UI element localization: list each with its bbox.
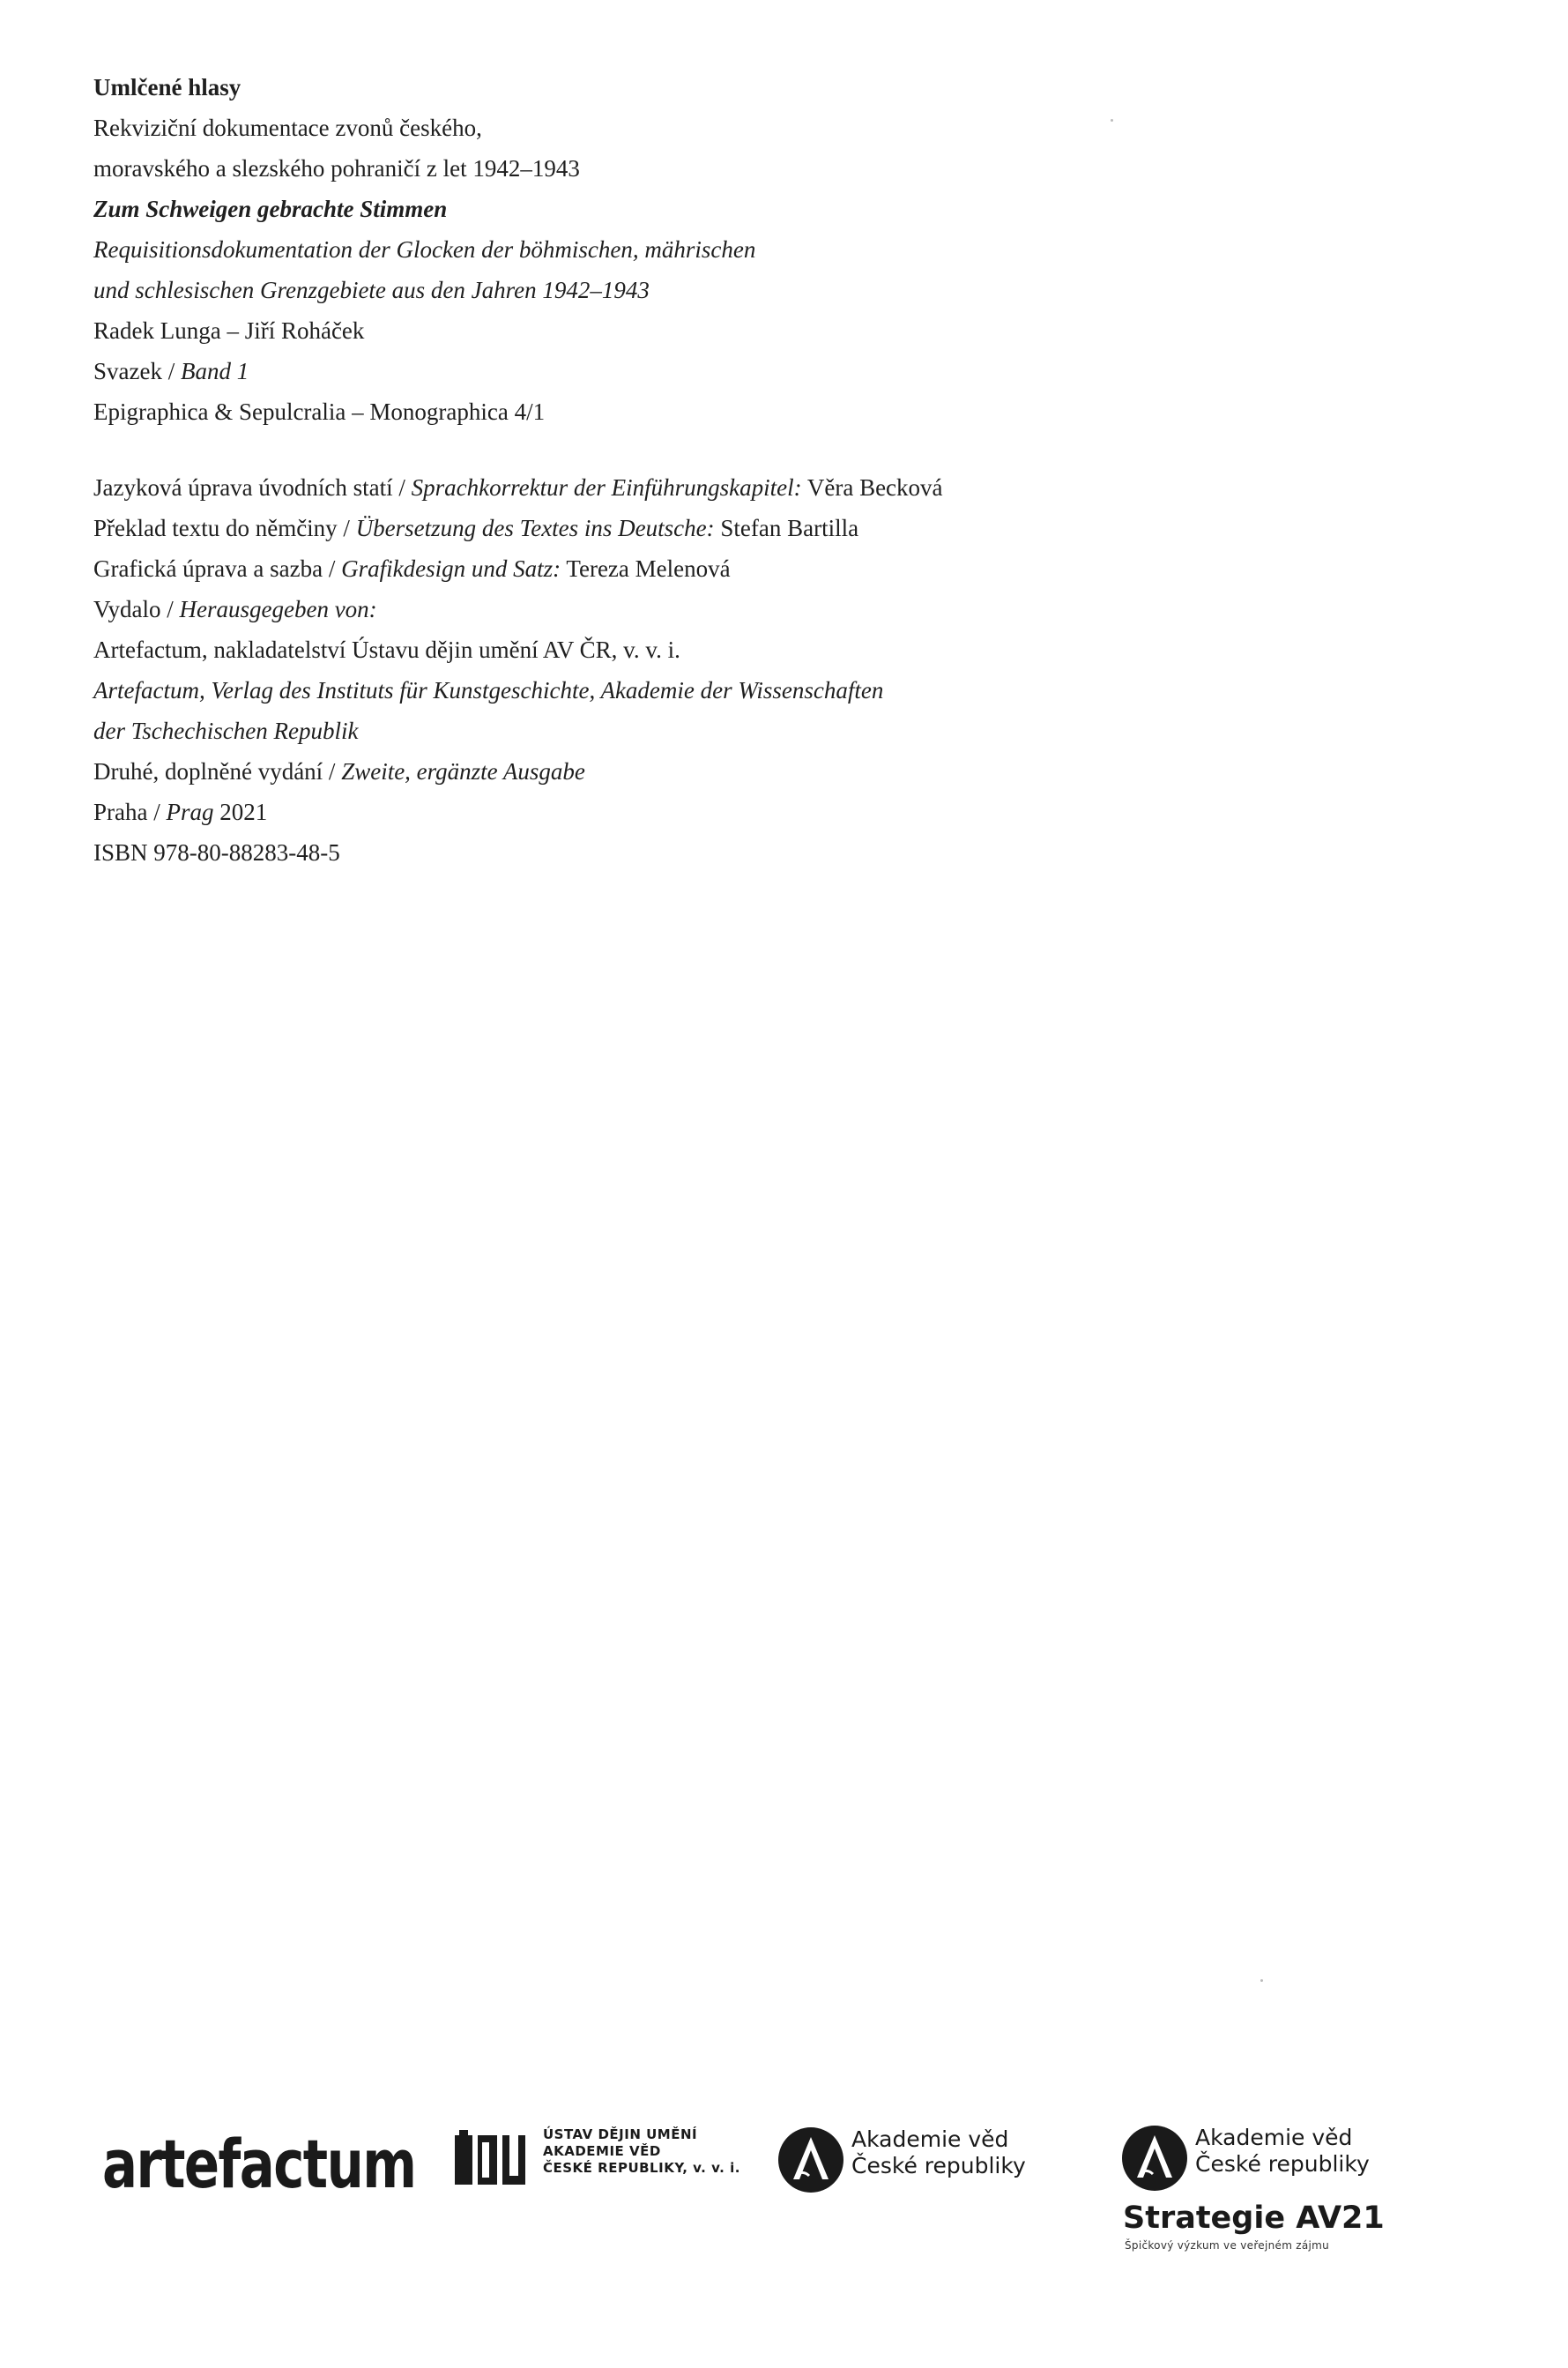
credit-design (93, 548, 1239, 589)
title-block (93, 67, 1151, 432)
akademie-ved-mark-icon (777, 2126, 844, 2193)
authors: Radek Lunga – Jiří Roháček (93, 317, 365, 344)
udu-line-2: AKADEMIE VĚD (543, 2143, 661, 2159)
logo-strip (0, 2098, 1568, 2275)
paper-speck (1111, 119, 1113, 122)
credit-design-name: Tereza Melenová (561, 555, 731, 582)
edition-cs: Druhé, doplněné vydání / (93, 758, 342, 785)
subtitle-de-1: Requisitionsdokumentation der Glocken der böhmischen, mährischen (93, 236, 756, 263)
strategie-av-line-1: Akademie věd (1195, 2125, 1353, 2150)
credit-translation-de: Übersetzung des Textes ins Deutsche: (355, 515, 715, 541)
publisher-name-cs: Artefactum, nakladatelství Ústavu dějin umění AV ČR, v. v. i. (93, 637, 680, 663)
credit-translation-name: Stefan Bartilla (714, 515, 859, 541)
title-cs: Umlčené hlasy (93, 74, 242, 101)
credit-language-cs: Jazyková úprava úvodních statí / (93, 474, 412, 501)
title-de: Zum Schweigen gebrachte Stimmen (93, 196, 448, 222)
credit-design-de: Grafikdesign und Satz: (341, 555, 561, 582)
place-de: Prag (166, 799, 214, 825)
udu-mark-icon (455, 2130, 525, 2185)
strategie-av-text (1195, 2125, 1370, 2178)
udu-line-1: ÚSTAV DĚJIN UMĚNÍ (543, 2126, 698, 2142)
credit-publisher-de: Herausgegeben von: (179, 596, 377, 622)
credit-design-cs: Grafická úprava a sazba / (93, 555, 342, 582)
isbn: ISBN 978-80-88283-48-5 (93, 839, 340, 866)
volume-de: Band 1 (180, 358, 249, 384)
credit-language-name: Věra Becková (801, 474, 943, 501)
credit-translation-cs: Překlad textu do němčiny / (93, 515, 356, 541)
akademie-ved-text (851, 2126, 1026, 2179)
paper-speck (1260, 1979, 1263, 1982)
publisher-name-de-2: der Tschechischen Republik (93, 718, 359, 744)
artefactum-logo: artefactum (102, 2125, 416, 2203)
strategie-av-line-2: České republiky (1195, 2151, 1370, 2177)
edition-de: Zweite, ergänzte Ausgabe (341, 758, 585, 785)
volume-cs: Svazek / (93, 358, 181, 384)
strategie-title: Strategie AV21 (1123, 2200, 1385, 2236)
credit-translation (93, 508, 1239, 548)
credit-language-de: Sprachkorrektur der Einführungskapitel: (411, 474, 802, 501)
subtitle-de-2: und schlesischen Grenzgebiete aus den Jahren 1942–1943 (93, 277, 650, 303)
akademie-ved-mark-icon (1121, 2125, 1188, 2192)
akademie-ved-line-2: České republiky (851, 2153, 1026, 2178)
credit-publisher-cs: Vydalo / (93, 596, 180, 622)
credits-block (93, 467, 1239, 873)
akademie-ved-line-1: Akademie věd (851, 2126, 1009, 2152)
edition (93, 751, 1239, 792)
year: 2021 (213, 799, 268, 825)
series: Epigraphica & Sepulcralia – Monographica 4/1 (93, 398, 546, 425)
subtitle-cs-1: Rekviziční dokumentace zvonů českého, (93, 115, 482, 141)
publisher-name-de-1: Artefactum, Verlag des Instituts für Kunstgeschichte, Akademie der Wissenschaften (93, 677, 884, 704)
credit-language (93, 467, 1239, 508)
place-cs: Praha / (93, 799, 167, 825)
place-year (93, 792, 1239, 832)
strategie-subtitle: Špičkový výzkum ve veřejném zájmu (1125, 2239, 1330, 2252)
credit-publisher (93, 589, 1239, 629)
volume (93, 351, 1151, 391)
udu-text (543, 2126, 740, 2177)
udu-line-3: ČESKÉ REPUBLIKY, v. v. i. (543, 2160, 740, 2176)
subtitle-cs-2: moravského a slezského pohraničí z let 1942–1943 (93, 155, 580, 182)
